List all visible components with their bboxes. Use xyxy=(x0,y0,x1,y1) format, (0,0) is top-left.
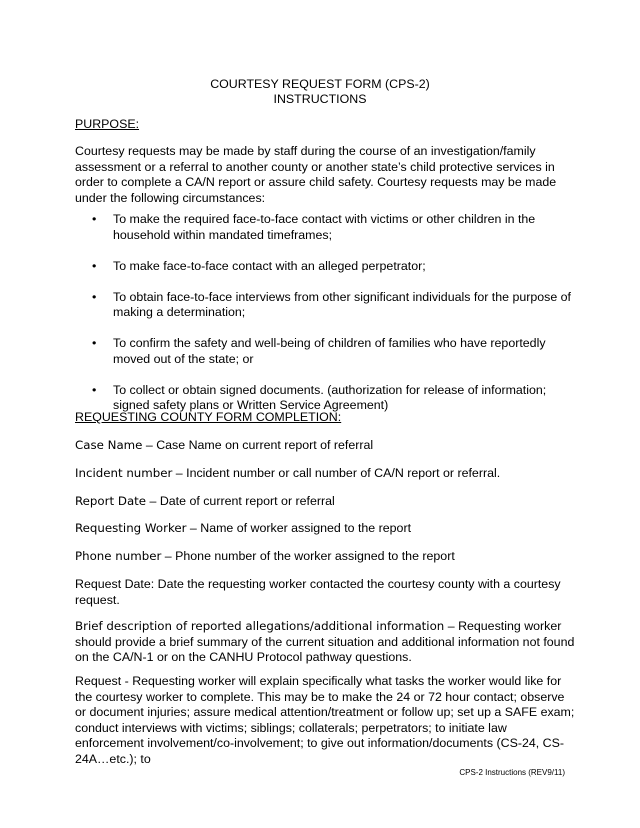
field-case-name xyxy=(75,438,575,454)
list-item-text: To make face-to-face contact with an alleged perpetrator; xyxy=(113,258,426,273)
field-separator: – xyxy=(146,494,160,508)
field-label: Report Date xyxy=(75,494,147,508)
field-label: Requesting Worker xyxy=(75,521,187,535)
list-item xyxy=(75,336,575,367)
field-separator: – xyxy=(142,438,157,452)
field-description: Phone number of the worker assigned to the report xyxy=(175,549,455,563)
list-item-text: To make the required face-to-face contact with victims or other children in the household within mandated timeframes; xyxy=(113,212,536,242)
bullet-icon: • xyxy=(92,212,97,226)
list-item xyxy=(75,259,575,275)
field-separator: – xyxy=(161,549,176,563)
list-item-text: To obtain face-to-face interviews from other significant individuals for the purpose of making a determination; xyxy=(113,289,571,319)
field-description: Incident number or call number of CA/N report or referral. xyxy=(186,466,501,480)
circumstances-list xyxy=(75,212,575,429)
purpose-heading: PURPOSE: xyxy=(75,117,140,131)
requesting-heading: REQUESTING COUNTY FORM COMPLETION: xyxy=(75,410,342,424)
field-description: Case Name on current report of referral xyxy=(156,438,374,452)
bullet-icon: • xyxy=(92,336,97,350)
field-separator: – xyxy=(444,619,459,633)
field-incident-number xyxy=(75,466,575,482)
field-label: Request - xyxy=(75,674,129,688)
list-item-text: To confirm the safety and well-being of children of families who have reportedly moved out of the state; or xyxy=(113,336,546,366)
field-description: Requesting worker will explain specifically what tasks the worker would like for the courtesy worker to complete. This may be to make the 24 or 72 hour contact; observe or document injuries; assure medical attention/treatment or follow up; set up a SAFE exam; conduct interviews with victims; siblings; collaterals; perpetrators; to initiate law enforcement involvement/co-involvement; to give out information/documents (CS-24, CS-24A…etc.); to xyxy=(75,674,575,766)
title-line-1: COURTESY REQUEST FORM (CPS-2) xyxy=(210,77,430,91)
document-title xyxy=(0,77,640,107)
field-description: Date of current report or referral xyxy=(159,494,335,508)
bullet-icon: • xyxy=(92,382,97,397)
field-description: Date the requesting worker contacted the courtesy county with a courtesy request. xyxy=(75,577,561,607)
field-brief-description xyxy=(75,619,575,666)
title-line-2: INSTRUCTIONS xyxy=(273,92,367,106)
list-item xyxy=(75,383,575,414)
field-description: Name of worker assigned to the report xyxy=(200,521,412,535)
field-separator: – xyxy=(172,466,187,480)
field-request xyxy=(75,674,575,767)
bullet-icon: • xyxy=(92,258,97,273)
field-label: Brief description of reported allegations/additional information xyxy=(75,619,445,633)
field-request-date xyxy=(75,577,575,608)
field-separator: – xyxy=(186,521,201,535)
bullet-icon: • xyxy=(92,289,97,304)
list-item-text: To collect or obtain signed documents. (authorization for release of information; signed safety plans or Written Service Agreement) xyxy=(113,382,547,412)
page-footer: CPS-2 Instructions (REV9/11) xyxy=(459,768,565,777)
list-item xyxy=(75,290,575,321)
field-phone-number xyxy=(75,549,575,565)
field-requesting-worker xyxy=(75,521,575,537)
field-report-date xyxy=(75,494,575,510)
field-description: Requesting worker should provide a brief summary of the current situation and additional information not found on the CA/N-1 or on the CANHU Protocol pathway questions. xyxy=(75,619,575,664)
field-label: Request Date: xyxy=(75,577,155,591)
field-label: Case Name xyxy=(75,438,143,452)
list-item xyxy=(75,212,575,243)
purpose-paragraph: Courtesy requests may be made by staff during the course of an investigation/family assessment or a referral to another county or another state’s child protective services in order to complete a CA/N report or assure child safety. Courtesy requests may be made under the following circumstances: xyxy=(75,144,557,205)
field-label: Incident number xyxy=(75,466,173,480)
field-label: Phone number xyxy=(75,549,162,563)
